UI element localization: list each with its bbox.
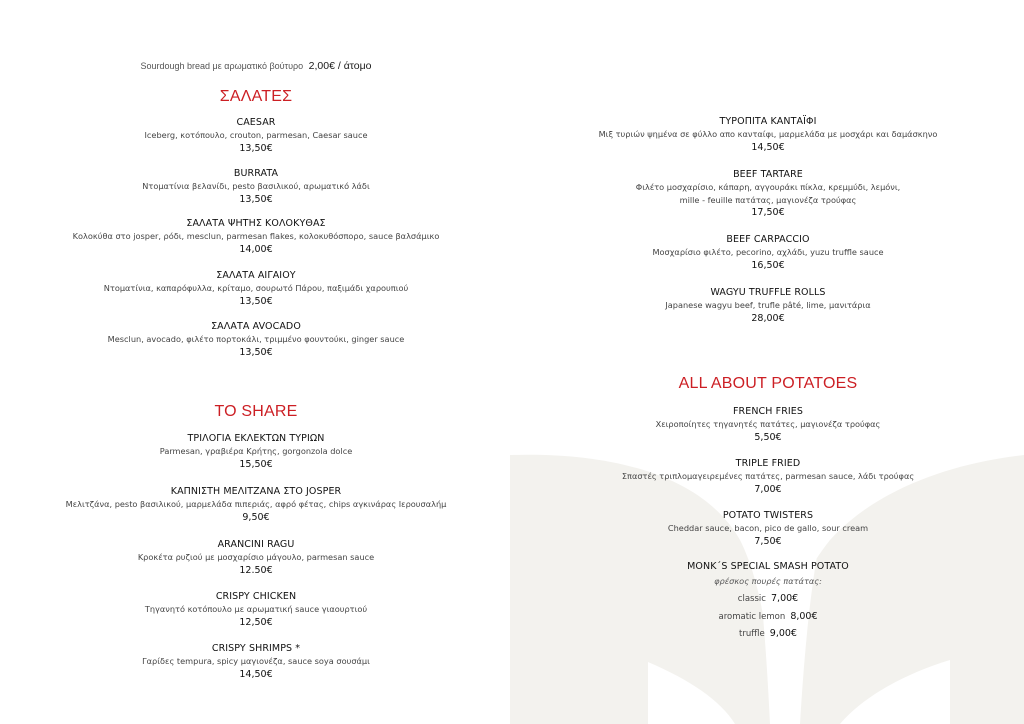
menu-item — [0, 539, 512, 577]
item-desc-line2: mille - feuille πατάτας, μαγιονέζα τρούφας — [679, 194, 857, 205]
menu-item — [0, 168, 512, 206]
item-desc: Ντοματίνια βελανίδι, pesto βασιλικού, αρωματικό λάδι — [142, 181, 370, 191]
item-desc: Μελιτζάνα, pesto βασιλικού, μαρμελάδα πιπεριάς, αφρό φέτας, chips αγκινάρας Ιερουσαλήμ — [65, 499, 447, 509]
item-desc: Japanese wagyu beef, trufle pâté, lime, μανιτάρια — [665, 300, 871, 310]
menu-item — [512, 406, 1024, 444]
item-desc: Ντοματίνια, καπαρόφυλλα, κρίταμο, σουρωτό Πάρου, παξιμάδι χαρουπιού — [103, 283, 409, 293]
variant-classic — [512, 589, 1024, 607]
menu-item — [512, 234, 1024, 272]
menu-item — [512, 510, 1024, 548]
item-desc: Φιλέτο μοσχαρίσιο, κάπαρη, αγγουράκι πίκλα, κρεμμύδι, λεμόνι, — [635, 182, 901, 192]
variant-label: classic — [737, 594, 766, 604]
item-name: ΚΑΠΝΙΣΤΗ ΜΕΛΙΤΖΑΝΑ ΣΤΟ JOSPER — [170, 486, 342, 497]
item-name: FRENCH FRIES — [732, 406, 804, 417]
bread-line — [0, 60, 512, 72]
variant-price: 8,00€ — [790, 610, 818, 622]
menu-item — [512, 116, 1024, 154]
item-price: 9,50€ — [242, 511, 270, 523]
menu-item — [0, 643, 512, 681]
item-price: 15,50€ — [239, 458, 273, 470]
item-price: 13,50€ — [239, 193, 273, 205]
item-price: 13,50€ — [239, 142, 273, 154]
menu-item — [512, 287, 1024, 325]
item-price: 12,50€ — [239, 616, 273, 628]
item-name: ΣΑΛΑΤΑ ΑΙΓΑΙΟΥ — [216, 270, 296, 281]
item-desc: Μοσχαρίσιο φιλέτο, pecorino, αχλάδι, yuzu truffle sauce — [652, 247, 884, 257]
menu-item — [512, 561, 1024, 642]
item-price: 12.50€ — [239, 564, 273, 576]
menu-item — [0, 433, 512, 471]
item-price: 13,50€ — [239, 295, 273, 307]
item-name: TRIPLE FRIED — [735, 458, 801, 469]
item-name: BEEF CARPACCIO — [726, 234, 810, 245]
item-price: 14,50€ — [751, 141, 785, 153]
item-name: BEEF TARTARE — [733, 169, 803, 180]
item-desc: Parmesan, γραβιέρα Κρήτης, gorgonzola dolce — [159, 446, 353, 456]
menu-item — [512, 169, 1024, 219]
item-price: 14,00€ — [239, 243, 273, 255]
item-desc: Μιξ τυριών ψημένα σε φύλλο απο κανταίφι, μαρμελάδα με μοσχάρι και δαμάσκηνο — [598, 129, 938, 139]
menu-item — [0, 486, 512, 524]
menu-item — [0, 321, 512, 359]
item-price: 7,00€ — [754, 483, 782, 495]
item-desc: Iceberg, κοτόπουλο, crouton, parmesan, Caesar sauce — [144, 130, 368, 140]
item-price: 16,50€ — [751, 259, 785, 271]
item-name: BURRATA — [233, 168, 279, 179]
menu-item — [0, 218, 512, 256]
item-price: 28,00€ — [751, 312, 785, 324]
menu-item — [512, 458, 1024, 496]
variant-label: truffle — [739, 629, 765, 639]
item-desc: Cheddar sauce, bacon, pico de gallo, sour cream — [667, 523, 869, 533]
menu-item — [0, 270, 512, 308]
item-name: CRISPY SHRIMPS * — [211, 643, 301, 654]
item-desc: φρέσκος πουρές πατάτας: — [714, 576, 822, 586]
variant-truffle — [512, 624, 1024, 642]
bread-price: 2,00€ / άτομο — [308, 60, 372, 72]
item-name: ARANCINI RAGU — [217, 539, 295, 550]
bread-text: Sourdough bread με αρωματικό βούτυρο — [140, 61, 304, 71]
item-name: ΣΑΛΑΤΑ AVOCADO — [211, 321, 301, 332]
item-name: MONK΄S SPECIAL SMASH POTATO — [687, 561, 849, 572]
variant-price: 7,00€ — [771, 593, 799, 604]
item-name: ΣΑΛΑΤΑ ΨΗΤΗΣ ΚΟΛΟΚΥΘΑΣ — [186, 218, 326, 229]
item-desc: Γαρίδες tempura, spicy μαγιονέζα, sauce soya σουσάμι — [142, 656, 370, 666]
section-title-potatoes: ALL ABOUT POTATOES — [678, 375, 858, 392]
item-desc: Κροκέτα ρυζιού με μοσχαρίσιο μάγουλο, parmesan sauce — [137, 552, 375, 562]
item-name: ΤΥΡΟΠΙΤΑ ΚΑΝΤΑΪΦΙ — [719, 116, 817, 127]
item-name: WAGYU TRUFFLE ROLLS — [710, 287, 826, 298]
item-price: 5,50€ — [754, 431, 782, 443]
menu-item — [0, 117, 512, 155]
item-name: ΤΡΙΛΟΓΙΑ ΕΚΛΕΚΤΩΝ ΤΥΡΙΩΝ — [187, 433, 325, 444]
item-desc: Χειροποίητες τηγανητές πατάτες, μαγιονέζα τρούφας — [655, 419, 881, 429]
section-title-to-share: TO SHARE — [214, 403, 298, 420]
variant-label: aromatic lemon — [718, 611, 786, 622]
item-desc: Mesclun, avocado, φιλέτο πορτοκάλι, τριμμένο φουντούκι, ginger sauce — [107, 334, 405, 344]
item-desc: Τηγανητό κοτόπουλο με αρωματική sauce γιαουρτιού — [144, 604, 368, 614]
item-price: 17,50€ — [751, 207, 785, 218]
item-name: POTATO TWISTERS — [722, 510, 814, 521]
item-name: CAESAR — [236, 117, 276, 128]
item-price: 7,50€ — [754, 535, 782, 547]
item-desc: Σπαστές τριπλομαγειρεμένες πατάτες, parmesan sauce, λάδι τρούφας — [621, 471, 915, 481]
menu-item — [0, 591, 512, 629]
item-name: CRISPY CHICKEN — [215, 591, 297, 602]
item-price: 14,50€ — [239, 668, 273, 680]
item-price: 13,50€ — [239, 346, 273, 358]
section-title-salads: ΣΑΛΑΤΕΣ — [219, 88, 293, 105]
item-desc: Κολοκύθα στο josper, ρόδι, mesclun, parmesan flakes, κολοκυθόσπορο, sauce βαλσάμικο — [72, 231, 440, 241]
variant-price: 9,00€ — [769, 628, 797, 639]
